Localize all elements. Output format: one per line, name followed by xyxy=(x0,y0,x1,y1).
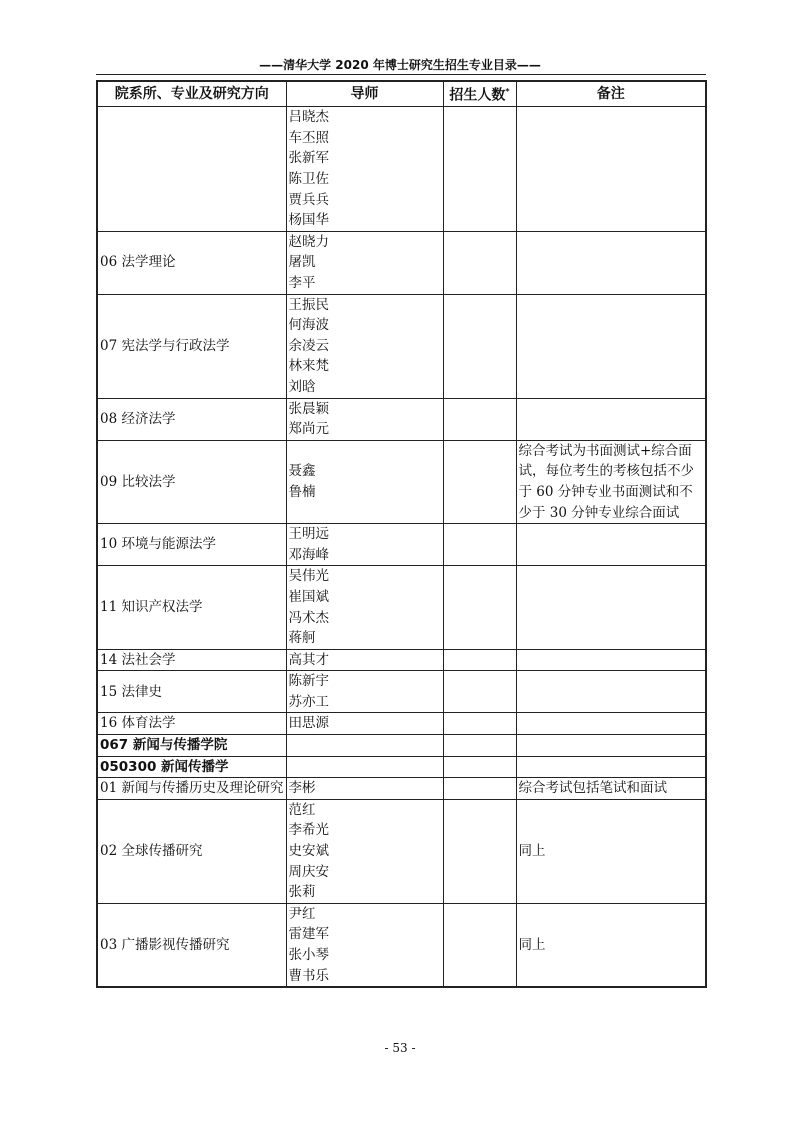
table-header-row xyxy=(97,81,706,107)
advisor-name: 尹红 xyxy=(288,905,316,922)
remarks-cell xyxy=(516,735,706,757)
advisor-name: 田思源 xyxy=(288,715,329,732)
advisor-cell xyxy=(286,440,443,523)
remarks-cell xyxy=(516,524,706,566)
header-rule xyxy=(96,74,706,75)
enrollment-cell xyxy=(443,294,516,398)
advisor-name: 何海波 xyxy=(288,317,329,334)
table-row xyxy=(97,524,706,566)
page-number: - 53 - xyxy=(384,1041,416,1055)
remarks-cell xyxy=(516,756,706,778)
advisor-cell xyxy=(286,566,443,649)
advisor-name: 冯术杰 xyxy=(288,609,329,626)
advisor-name: 杨国华 xyxy=(288,212,329,229)
enrollment-cell xyxy=(443,440,516,523)
advisor-name: 蒋舸 xyxy=(288,630,316,647)
table-row xyxy=(97,713,706,735)
advisor-name: 陈卫佐 xyxy=(288,171,329,188)
advisor-cell xyxy=(286,398,443,440)
enrollment-cell xyxy=(443,398,516,440)
table-row xyxy=(97,231,706,294)
program-cell: 15 法律史 xyxy=(97,671,286,713)
advisor-name: 吕晓杰 xyxy=(288,109,329,126)
catalog-table xyxy=(96,80,707,988)
advisor-cell xyxy=(286,756,443,778)
advisor-name: 余凌云 xyxy=(288,337,329,354)
enrollment-cell xyxy=(443,713,516,735)
advisor-name: 车丕照 xyxy=(288,129,329,146)
table-row xyxy=(97,294,706,398)
advisor-cell xyxy=(286,799,443,903)
program-cell: 09 比较法学 xyxy=(97,440,286,523)
advisor-name: 李平 xyxy=(288,275,316,291)
table-row xyxy=(97,398,706,440)
enrollment-cell xyxy=(443,671,516,713)
advisor-cell xyxy=(286,649,443,671)
program-cell: 050300 新闻传播学 xyxy=(97,756,286,778)
advisor-name: 聂鑫 xyxy=(288,463,316,480)
remarks-cell xyxy=(516,566,706,649)
enrollment-cell xyxy=(443,231,516,294)
enrollment-label: 招生人数 xyxy=(449,87,506,104)
remarks-cell xyxy=(516,294,706,398)
advisor-name: 李希光 xyxy=(288,822,329,839)
advisor-name: 张小琴 xyxy=(288,947,329,963)
enrollment-cell xyxy=(443,903,516,987)
table-row xyxy=(97,649,706,671)
remarks-cell xyxy=(516,713,706,735)
column-header-remarks: 备注 xyxy=(516,81,706,107)
table-row xyxy=(97,735,706,757)
program-cell: 01 新闻与传播历史及理论研究 xyxy=(97,778,286,800)
column-header-enrollment xyxy=(443,81,516,107)
advisor-name: 周庆安 xyxy=(288,863,329,880)
table-row xyxy=(97,107,706,232)
program-cell: 06 法学理论 xyxy=(97,231,286,294)
program-cell: 07 宪法学与行政法学 xyxy=(97,294,286,398)
advisor-name: 曹书乐 xyxy=(288,967,329,984)
table-body xyxy=(97,107,706,987)
advisor-name: 李彬 xyxy=(288,780,316,797)
advisor-name: 林来梵 xyxy=(288,358,329,375)
column-header-program: 院系所、专业及研究方向 xyxy=(97,81,286,107)
remarks-cell: 综合考试为书面测试+综合面试，每位考生的考核包括不少于 60 分钟专业书面测试和不少于 30 分钟专业综合面试 xyxy=(516,440,706,523)
program-cell: 08 经济法学 xyxy=(97,398,286,440)
enrollment-cell xyxy=(443,735,516,757)
program-cell: 02 全球传播研究 xyxy=(97,799,286,903)
table-row xyxy=(97,903,706,987)
advisor-name: 王振民 xyxy=(288,296,329,313)
program-cell: 11 知识产权法学 xyxy=(97,566,286,649)
program-cell: 067 新闻与传播学院 xyxy=(97,735,286,757)
table-row xyxy=(97,671,706,713)
column-header-advisor: 导师 xyxy=(286,81,443,107)
advisor-name: 陈新宇 xyxy=(288,673,329,690)
remarks-cell xyxy=(516,649,706,671)
advisor-name: 吴伟光 xyxy=(288,568,329,585)
advisor-name: 张新军 xyxy=(288,150,329,167)
remarks-cell xyxy=(516,398,706,440)
advisor-name: 史安斌 xyxy=(288,843,329,860)
advisor-name: 雷建军 xyxy=(288,926,329,943)
advisor-cell xyxy=(286,107,443,232)
program-cell: 10 环境与能源法学 xyxy=(97,524,286,566)
remarks-cell xyxy=(516,231,706,294)
program-cell xyxy=(97,107,286,232)
advisor-name: 刘晗 xyxy=(288,378,316,395)
enrollment-cell xyxy=(443,649,516,671)
advisor-name: 邓海峰 xyxy=(288,546,329,563)
advisor-name: 崔国斌 xyxy=(288,588,329,605)
table-row xyxy=(97,799,706,903)
advisor-cell xyxy=(286,713,443,735)
enrollment-cell xyxy=(443,799,516,903)
advisor-name: 范红 xyxy=(288,801,316,818)
remarks-cell: 同上 xyxy=(516,799,706,903)
program-cell: 03 广播影视传播研究 xyxy=(97,903,286,987)
page-header: ——清华大学 2020 年博士研究生招生专业目录—— xyxy=(259,58,541,72)
advisor-name: 鲁楠 xyxy=(288,483,316,500)
remarks-cell xyxy=(516,107,706,232)
enrollment-cell xyxy=(443,107,516,232)
remarks-cell: 综合考试包括笔试和面试 xyxy=(516,778,706,800)
advisor-name: 赵晓力 xyxy=(288,233,329,250)
advisor-name: 屠凯 xyxy=(288,254,316,271)
advisor-cell xyxy=(286,778,443,800)
advisor-cell xyxy=(286,903,443,987)
program-cell: 16 体育法学 xyxy=(97,713,286,735)
advisor-cell xyxy=(286,231,443,294)
enrollment-cell xyxy=(443,524,516,566)
table-row xyxy=(97,756,706,778)
advisor-cell xyxy=(286,524,443,566)
enrollment-cell xyxy=(443,566,516,649)
advisor-name: 苏亦工 xyxy=(288,693,329,710)
enrollment-cell xyxy=(443,778,516,800)
advisor-name: 王明远 xyxy=(288,526,329,543)
program-cell: 14 法社会学 xyxy=(97,649,286,671)
advisor-cell xyxy=(286,294,443,398)
remarks-cell xyxy=(516,671,706,713)
advisor-cell xyxy=(286,735,443,757)
advisor-name: 张莉 xyxy=(288,884,316,901)
remarks-cell: 同上 xyxy=(516,903,706,987)
advisor-cell xyxy=(286,671,443,713)
advisor-name: 贾兵兵 xyxy=(288,191,329,208)
table-row xyxy=(97,778,706,800)
advisor-name: 张晨颖 xyxy=(288,400,329,417)
enrollment-cell xyxy=(443,756,516,778)
table-row xyxy=(97,566,706,649)
table-row xyxy=(97,440,706,523)
advisor-name: 高其才 xyxy=(288,651,329,668)
enrollment-footnote-mark: * xyxy=(505,87,510,96)
advisor-name: 郑尚元 xyxy=(288,421,329,438)
